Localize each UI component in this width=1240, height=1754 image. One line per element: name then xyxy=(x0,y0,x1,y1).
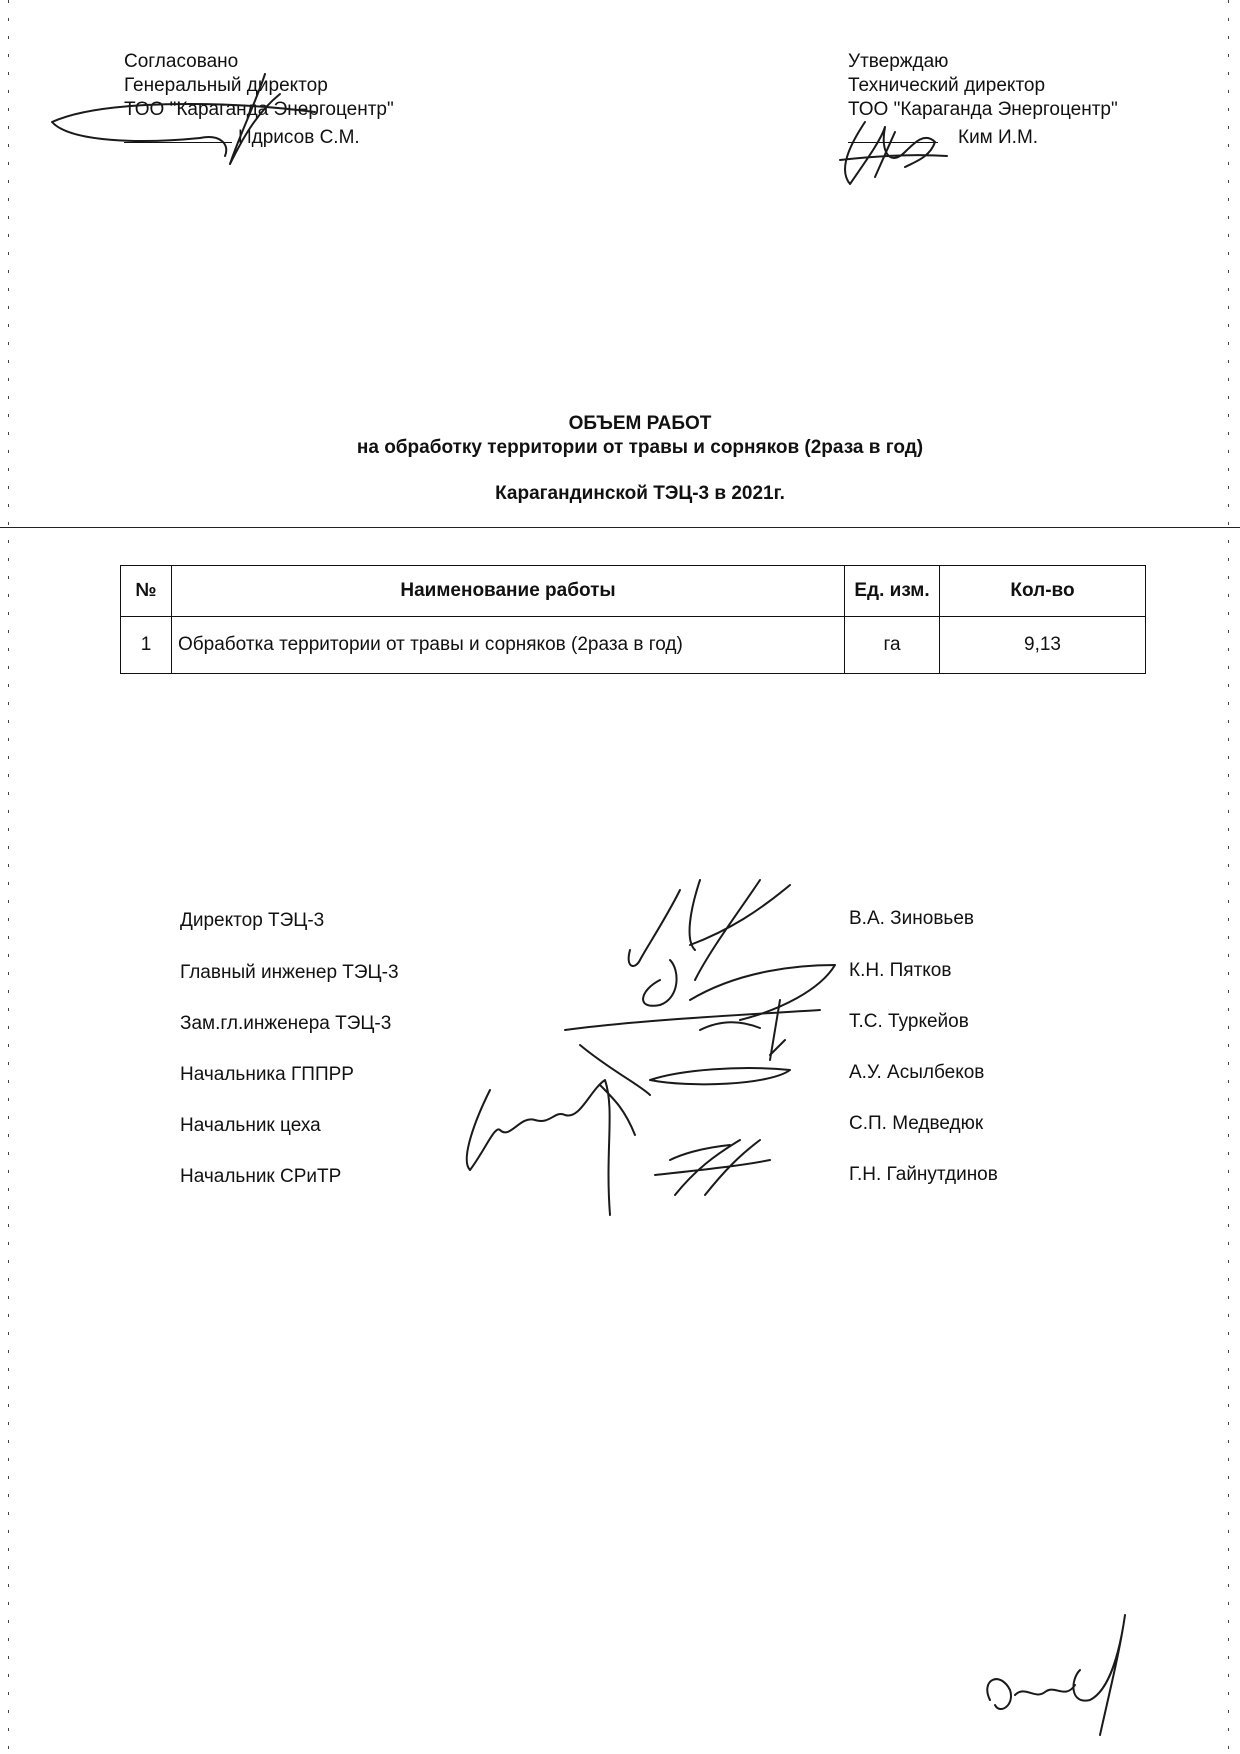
agreed-company: ТОО "Караганда Энергоцентр" xyxy=(124,99,394,120)
row-qty: 9,13 xyxy=(940,617,1146,674)
signatory-position-6: Начальник СРиТР xyxy=(180,1166,342,1187)
approved-company: ТОО "Караганда Энергоцентр" xyxy=(848,99,1118,120)
table-header-row xyxy=(121,566,1146,617)
work-volume-table xyxy=(120,565,1146,674)
header-unit: Ед. изм. xyxy=(845,566,940,617)
scan-left-edge xyxy=(8,0,9,1754)
approved-signature xyxy=(835,112,955,192)
agreed-signature xyxy=(40,64,290,174)
approved-position: Технический директор xyxy=(848,75,1046,96)
signatory-position-1: Директор ТЭЦ-3 xyxy=(180,910,325,931)
table-row xyxy=(121,617,1146,674)
header-no: № xyxy=(121,566,172,617)
scan-right-edge xyxy=(1228,0,1229,1754)
header-name: Наименование работы xyxy=(172,566,845,617)
signatory-position-2: Главный инженер ТЭЦ-3 xyxy=(180,962,399,983)
row-no: 1 xyxy=(121,617,172,674)
title-line-2: на обработку территории от травы и сорняков (2раза в год) xyxy=(356,437,924,458)
approved-label: Утверждаю xyxy=(848,51,949,72)
scan-fold-line xyxy=(0,527,1240,528)
signatory-position-4: Начальника ГППРР xyxy=(180,1064,354,1085)
row-unit: га xyxy=(845,617,940,674)
row-name: Обработка территории от травы и сорняков (2раза в год) xyxy=(172,617,845,674)
signatory-name-3: Т.С. Туркейов xyxy=(849,1011,969,1032)
footer-signature xyxy=(970,1610,1150,1740)
agreed-name: Идрисов С.М. xyxy=(238,127,360,148)
signatory-name-1: В.А. Зиновьев xyxy=(849,908,974,929)
signatories-signatures xyxy=(440,870,840,1230)
agreed-position: Генеральный директор xyxy=(124,75,328,96)
signatory-name-6: Г.Н. Гайнутдинов xyxy=(849,1164,998,1185)
signatory-name-2: К.Н. Пятков xyxy=(849,960,952,981)
signatory-name-4: А.У. Асылбеков xyxy=(849,1062,985,1083)
document-title xyxy=(120,412,1160,506)
header-qty: Кол-во xyxy=(940,566,1146,617)
signatory-name-5: С.П. Медведюк xyxy=(849,1113,984,1134)
agreed-label: Согласовано xyxy=(124,51,239,72)
title-line-3: Карагандинской ТЭЦ-3 в 2021г. xyxy=(495,483,785,504)
signatory-position-5: Начальник цеха xyxy=(180,1115,321,1136)
approved-name: Ким И.М. xyxy=(958,127,1039,148)
signatory-position-3: Зам.гл.инженера ТЭЦ-3 xyxy=(180,1013,392,1034)
title-line-1: ОБЪЕМ РАБОТ xyxy=(568,413,712,434)
